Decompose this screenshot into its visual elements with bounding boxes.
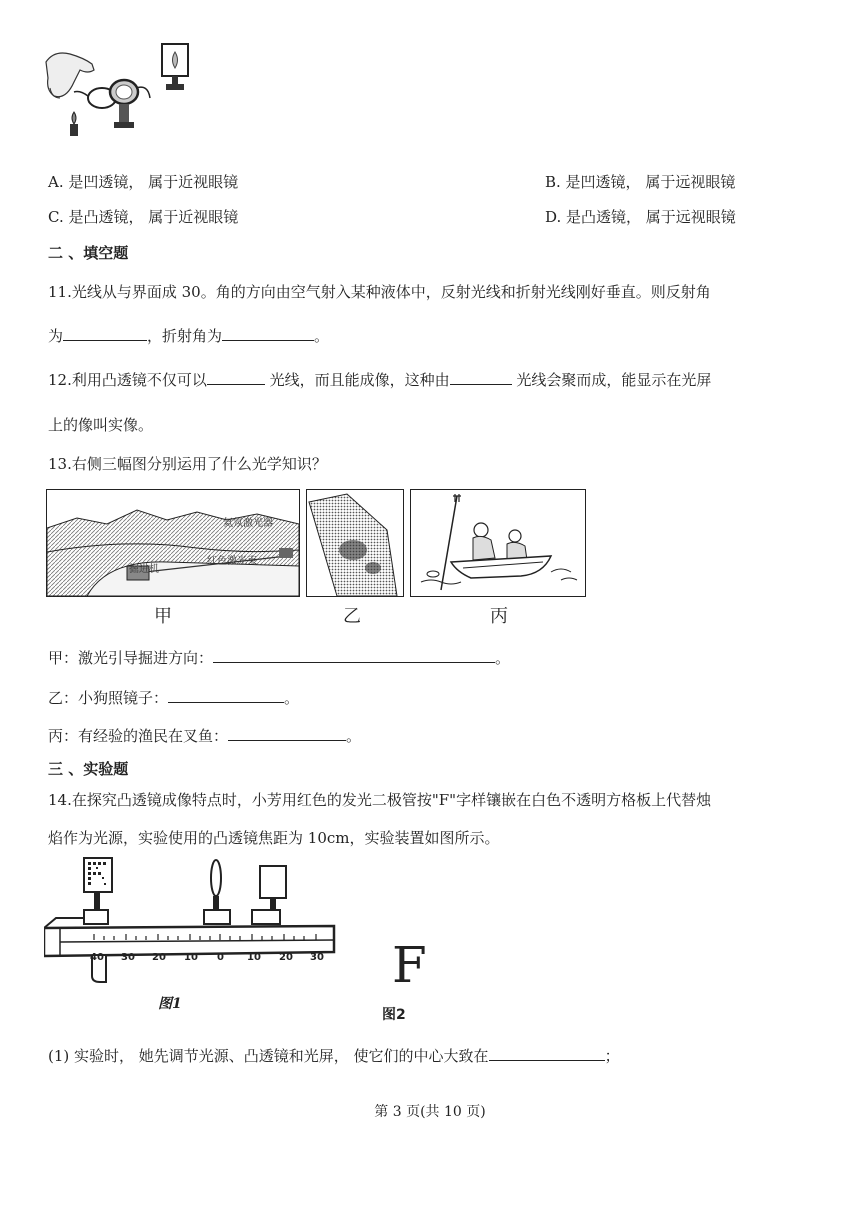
option-c: C. 是凸透镜， 属于近视眼镜 xyxy=(48,208,239,226)
ruler-tick-label: 10 xyxy=(247,952,261,963)
ruler-tick-label: 40 xyxy=(90,952,104,963)
figure-2-letter-f: F xyxy=(392,936,427,994)
q13-jia-prompt: 甲：激光引导掘进方向： xyxy=(48,649,214,667)
figure-yi-label: 乙 xyxy=(343,606,361,627)
q13-yi-end: 。 xyxy=(284,689,300,707)
option-d: D. 是凸透镜， 属于远视眼镜 xyxy=(545,208,736,226)
q13-bing-blank[interactable] xyxy=(228,726,346,741)
q13-yi-prompt: 乙：小狗照镜子： xyxy=(48,689,169,707)
q14-line2: 焰作为光源，实验使用的凸透镜焦距为 10cm，实验装置如图所示。 xyxy=(48,829,500,847)
q12-line1 xyxy=(48,370,711,390)
ruler-tick-label: 20 xyxy=(152,952,166,963)
figure-jia-laser-tunnel xyxy=(46,489,300,597)
figure-yi-dog-mirror xyxy=(306,489,404,597)
q11-mid: ，折射角为 xyxy=(147,327,223,345)
q11-blank-reflection-angle[interactable] xyxy=(63,326,147,341)
q14-sub1-prompt: (1) 实验时， 她先调节光源、凸透镜和光屏， 使它们的中心大致在 xyxy=(48,1047,489,1065)
q13-text: 13.右侧三幅图分别运用了什么光学知识？ xyxy=(48,455,327,473)
option-b: B. 是凹透镜， 属于远视眼镜 xyxy=(545,173,736,191)
jia-label-laser: 氦氖激光器 xyxy=(223,518,273,529)
q14-sub1-end: ； xyxy=(604,1047,620,1065)
q13-bing-end: 。 xyxy=(346,727,362,745)
q11-end: 。 xyxy=(314,327,330,345)
q12-line2: 上的像叫实像。 xyxy=(48,416,154,434)
q12-part2: 光线，而且能成像，这种由 xyxy=(264,371,450,389)
q13-jia-line xyxy=(48,648,510,668)
glasses-lens-candle-figure xyxy=(44,40,194,140)
section-experiment-title: 三 、实验题 xyxy=(48,760,129,778)
ruler-tick-label: 20 xyxy=(279,952,293,963)
ruler-tick-label: 30 xyxy=(121,952,135,963)
q11-blank-refraction-angle[interactable] xyxy=(222,326,314,341)
q11-line2 xyxy=(48,326,329,346)
option-a: A. 是凹透镜， 属于近视眼镜 xyxy=(48,173,239,191)
page-footer: 第 3 页(共 10 页) xyxy=(374,1104,486,1120)
jia-label-beam: 红色激光束 xyxy=(207,556,257,567)
q13-jia-blank[interactable] xyxy=(213,648,495,663)
ruler-tick-label: 10 xyxy=(184,952,198,963)
ruler-tick-label: 30 xyxy=(310,952,324,963)
figure-1-optical-bench xyxy=(44,856,344,988)
figure-bing-fishing xyxy=(410,489,586,597)
section-fill-in-title: 二 、填空题 xyxy=(48,244,129,262)
q13-yi-line xyxy=(48,688,299,708)
jia-label-machine: 掘进机 xyxy=(129,564,159,575)
q12-part1: 12.利用凸透镜不仅可以 xyxy=(48,371,207,389)
figure-bing-label: 丙 xyxy=(490,606,508,627)
q13-jia-end: 。 xyxy=(495,649,511,667)
figure-2-label: 图2 xyxy=(382,1007,406,1023)
q13-yi-blank[interactable] xyxy=(168,688,284,703)
q12-part3: 光线会聚而成，能显示在光屏 xyxy=(511,371,712,389)
q12-blank-1[interactable] xyxy=(207,370,265,385)
q12-blank-2[interactable] xyxy=(450,370,512,385)
q13-bing-line xyxy=(48,726,361,746)
q14-line1: 14.在探究凸透镜成像特点时，小芳用红色的发光二极管按"F"字样镶嵌在白色不透明方格板上代替烛 xyxy=(48,791,712,809)
figure-jia-label: 甲 xyxy=(154,606,172,627)
q11-line1: 11.光线从与界面成 30。角的方向由空气射入某种液体中，反射光线和折射光线刚好垂直。则反射角 xyxy=(48,283,711,301)
q13-bing-prompt: 丙：有经验的渔民在叉鱼： xyxy=(48,727,229,745)
figure-1-label: 图1 xyxy=(158,996,182,1012)
ruler-tick-label: 0 xyxy=(217,952,224,963)
q11-prefix: 为 xyxy=(48,327,64,345)
q14-sub1-line xyxy=(48,1046,620,1066)
q14-sub1-blank[interactable] xyxy=(489,1046,605,1061)
